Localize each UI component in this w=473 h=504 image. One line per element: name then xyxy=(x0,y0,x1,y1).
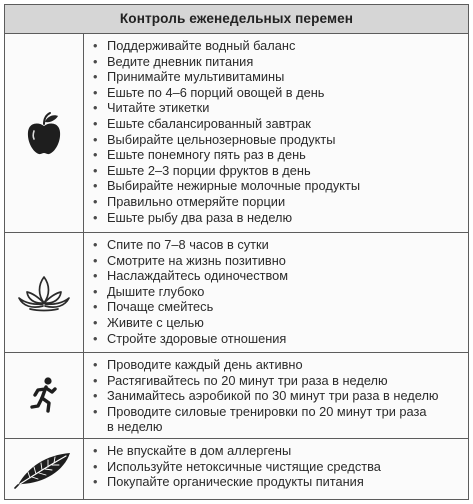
list-item-continuation: в неделю xyxy=(107,419,163,435)
weekly-changes-checklist xyxy=(4,4,469,500)
mind-icon-cell xyxy=(5,233,84,352)
list-item: • Ешьте по 4–6 порций овощей в день xyxy=(93,85,468,101)
list-item: • Дышите глубоко xyxy=(93,284,468,300)
list-item: • Ешьте 2–3 порции фруктов в день xyxy=(93,163,468,179)
list-item: • Выбирайте нежирные молочные продукты xyxy=(93,178,468,194)
activity-list xyxy=(84,353,468,435)
environment-icon-cell xyxy=(5,439,84,499)
list-item: • Почаще смейтесь xyxy=(93,299,468,315)
list-item-line: Проводите силовые тренировки по 20 минут три раза xyxy=(107,403,427,419)
list-item: • Проводите каждый день активно xyxy=(93,357,468,373)
mind-section xyxy=(5,232,468,352)
list-item: • Читайте этикетки xyxy=(93,100,468,116)
nutrition-list xyxy=(84,34,468,225)
checklist-title: Контроль еженедельных перемен xyxy=(5,5,468,34)
list-item: • Не впускайте в дом аллергены xyxy=(93,443,468,459)
leaf-icon xyxy=(14,449,74,489)
list-item: • Живите с целью xyxy=(93,315,468,331)
list-item: • Растягивайтесь по 20 минут три раза в неделю xyxy=(93,373,468,389)
list-item: • Ведите дневник питания xyxy=(93,54,468,70)
list-item: • Ешьте понемногу пять раз в день xyxy=(93,147,468,163)
list-item: • Ешьте рыбу два раза в неделю xyxy=(93,210,468,226)
list-item: • Ешьте сбалансированный завтрак xyxy=(93,116,468,132)
lotus-icon xyxy=(16,273,72,313)
list-item: • Наслаждайтесь одиночеством xyxy=(93,268,468,284)
list-item: • Стройте здоровые отношения xyxy=(93,331,468,347)
running-person-icon xyxy=(28,376,60,416)
apple-icon xyxy=(24,110,64,156)
environment-list xyxy=(84,439,468,490)
list-item: • Смотрите на жизнь позитивно xyxy=(93,253,468,269)
list-item: • Покупайте органические продукты питания xyxy=(93,474,468,490)
list-item: • Принимайте мультивитамины xyxy=(93,69,468,85)
activity-icon-cell xyxy=(5,353,84,438)
list-item: • Поддерживайте водный баланс xyxy=(93,38,468,54)
list-item: • Занимайтесь аэробикой по 30 минут три раза в неделю xyxy=(93,388,468,404)
list-item: • Правильно отмеряйте порции xyxy=(93,194,468,210)
environment-section xyxy=(5,438,468,499)
list-item: • Спите по 7–8 часов в сутки xyxy=(93,237,468,253)
nutrition-section xyxy=(5,34,468,232)
nutrition-icon-cell xyxy=(5,34,84,232)
mind-list xyxy=(84,233,468,346)
list-item: • Используйте нетоксичные чистящие средства xyxy=(93,459,468,475)
list-item: • Выбирайте цельнозерновые продукты xyxy=(93,132,468,148)
activity-section xyxy=(5,352,468,438)
list-item xyxy=(93,404,468,435)
